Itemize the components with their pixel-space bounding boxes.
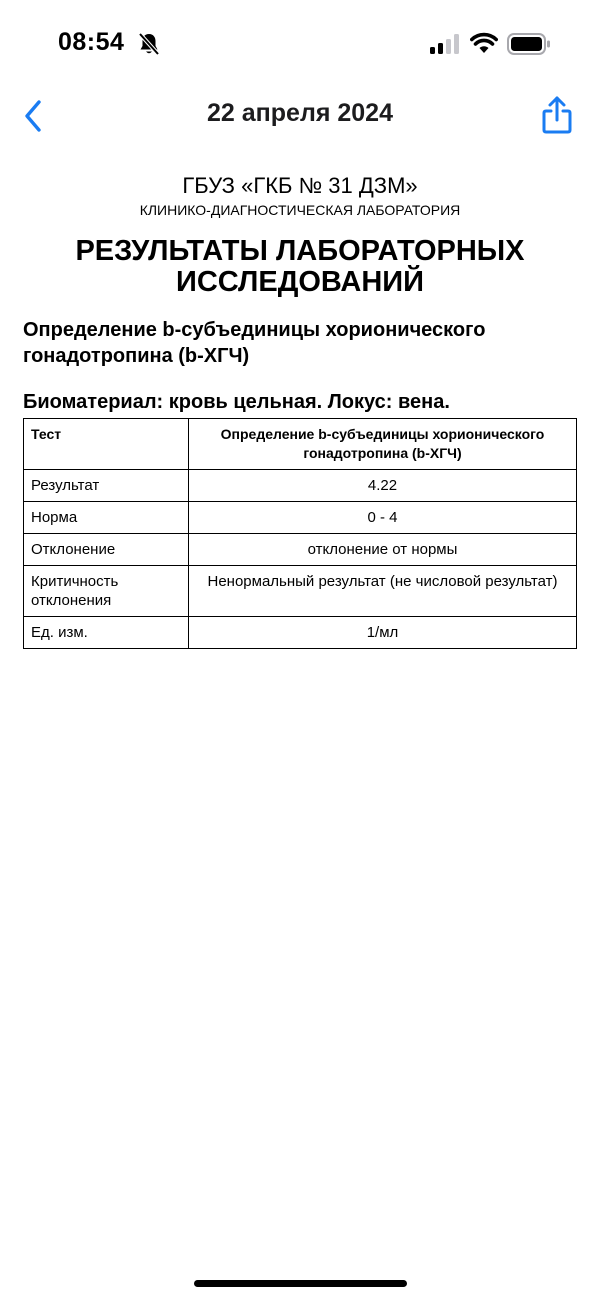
table-row — [24, 502, 577, 534]
org-name: ГБУЗ «ГКБ № 31 ДЗМ» — [182, 173, 418, 198]
row-label: Отклонение — [24, 534, 189, 566]
table-row — [24, 566, 577, 617]
results-table — [23, 418, 577, 649]
row-value: 4.22 — [189, 470, 577, 502]
row-value: 0 - 4 — [189, 502, 577, 534]
table-row — [24, 617, 577, 649]
status-time: 08:54 — [58, 28, 125, 56]
status-bar — [0, 0, 600, 90]
table-row — [24, 534, 577, 566]
lab-report — [23, 172, 577, 649]
org-subtitle: КЛИНИКО-ДИАГНОСТИЧЕСКАЯ ЛАБОРАТОРИЯ — [139, 202, 461, 218]
signal-icon — [430, 34, 462, 54]
bell-slash-icon — [138, 32, 160, 56]
row-label: Критичность отклонения — [24, 566, 189, 617]
row-value: 1/мл — [189, 617, 577, 649]
page-title: 22 апреля 2024 — [207, 99, 393, 127]
row-value: Ненормальный результат (не числовой результат) — [189, 566, 577, 617]
table-header-row — [24, 419, 577, 470]
row-value: отклонение от нормы — [189, 534, 577, 566]
header-label: Тест — [24, 419, 189, 470]
table-row — [24, 470, 577, 502]
wifi-icon — [470, 32, 498, 54]
row-label: Норма — [24, 502, 189, 534]
report-title: РЕЗУЛЬТАТЫ ЛАБОРАТОРНЫХ ИССЛЕДОВАНИЙ — [75, 235, 525, 298]
test-name: Определение b-субъединицы хорионического гонадотропина (b-ХГЧ) — [23, 319, 486, 367]
row-label: Результат — [24, 470, 189, 502]
header-value: Определение b-субъединицы хорионического гонадотропина (b-ХГЧ) — [189, 419, 577, 470]
share-icon[interactable] — [540, 95, 574, 135]
home-indicator[interactable] — [194, 1280, 407, 1287]
row-label: Ед. изм. — [24, 617, 189, 649]
battery-icon — [507, 33, 551, 55]
biomaterial: Биоматериал: кровь цельная. Локус: вена. — [23, 391, 450, 413]
